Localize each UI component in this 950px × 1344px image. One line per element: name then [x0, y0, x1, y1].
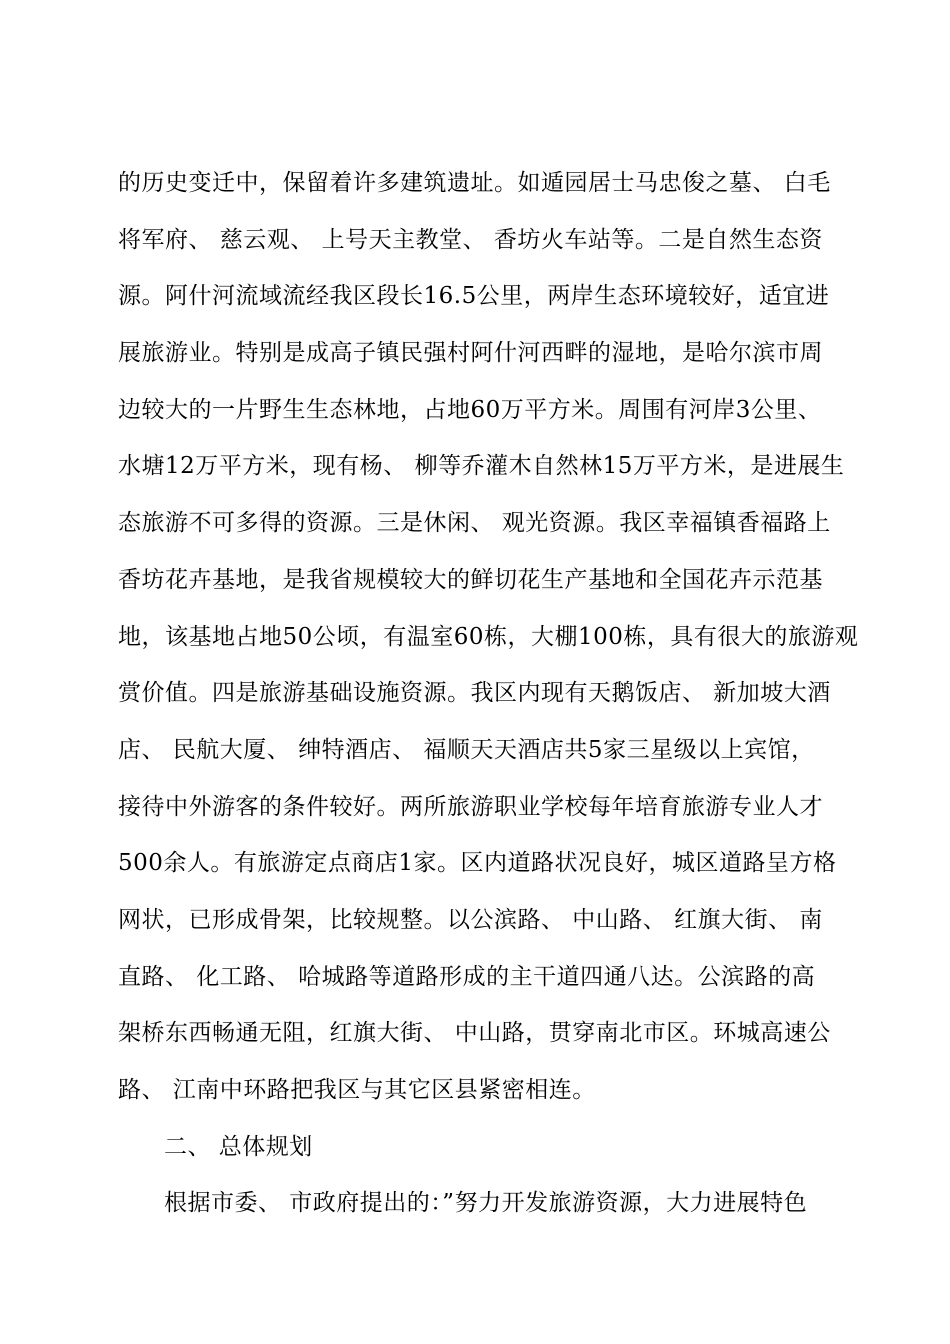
- text-line: 店、 民航大厦、 绅特酒店、 福顺天天酒店共5家三星级以上宾馆，: [118, 736, 815, 763]
- text-line: 架桥东西畅通无阻，红旗大街、 中山路，贯穿南北市区。环城高速公: [118, 1020, 831, 1047]
- text-line: 赏价值。四是旅游基础设施资源。我区内现有天鹅饭店、 新加坡大酒: [118, 680, 831, 707]
- text-line: 网状，已形成骨架，比较规整。以公滨路、 中山路、 红旗大街、 南: [118, 906, 823, 933]
- body-text: [118, 155, 859, 1232]
- paragraph-start: 根据市委、 市政府提出的：”努力开发旅游资源，大力进展特色: [164, 1190, 808, 1217]
- text-line: 水塘12万平方米，现有杨、 柳等乔灌木自然林15万平方米，是进展生: [118, 453, 845, 480]
- text-line: 香坊花卉基地，是我省规模较大的鲜切花生产基地和全国花卉示范基: [118, 566, 823, 593]
- text-line: 的历史变迁中，保留着许多建筑遗址。如遁园居士马忠俊之墓、 白毛: [118, 170, 831, 196]
- text-line: 源。阿什河流域流经我区段长16.5公里，两岸生态环境较好，适宜进: [118, 283, 830, 310]
- text-line: 态旅游不可多得的资源。三是休闲、 观光资源。我区幸福镇香福路上: [118, 510, 831, 537]
- text-line: 展旅游业。特别是成高子镇民强村阿什河西畔的湿地，是哈尔滨市周: [118, 340, 823, 367]
- text-line: 地，该基地占地50公顷，有温室60栋，大棚100栋，具有很大的旅游观: [118, 623, 859, 650]
- text-line: 500余人。有旅游定点商店1家。区内道路状况良好，城区道路呈方格: [118, 850, 837, 877]
- text-line: 直路、 化工路、 哈城路等道路形成的主干道四通八达。公滨路的高: [118, 963, 816, 990]
- text-line: 接待中外游客的条件较好。两所旅游职业学校每年培育旅游专业人才: [118, 793, 823, 820]
- text-line: 边较大的一片野生生态林地，占地60万平方米。周围有河岸3公里、: [118, 396, 822, 423]
- text-line: 将军府、 慈云观、 上号天主教堂、 香坊火车站等。二是自然生态资: [118, 226, 823, 253]
- section-heading: 二、 总体规划: [164, 1133, 313, 1160]
- text-line: 路、 江南中环路把我区与其它区县紧密相连。: [118, 1077, 596, 1103]
